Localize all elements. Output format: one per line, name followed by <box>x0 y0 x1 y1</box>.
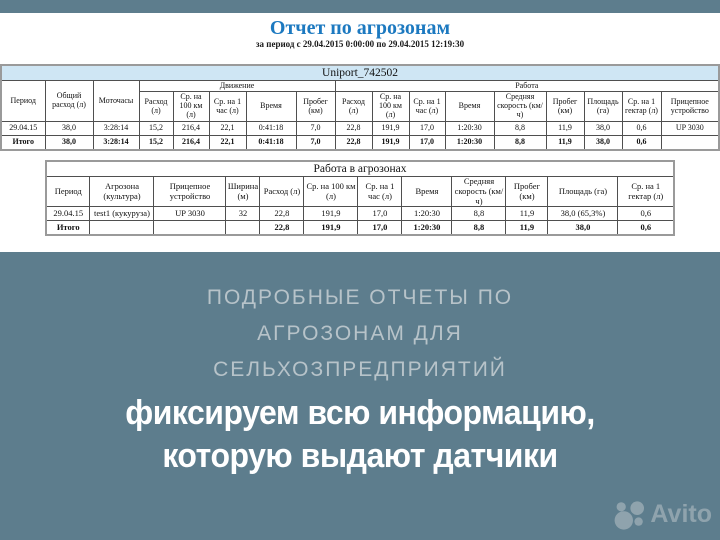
headline-line: ПОДРОБНЫЕ ОТЧЕТЫ ПО <box>206 286 514 309</box>
table-cell: 22,8 <box>260 207 304 221</box>
table-cell: 17,0 <box>409 136 445 151</box>
agrozone-table <box>45 160 675 236</box>
column-header: Ср. на 100 км (л) <box>372 92 409 122</box>
statement-line: фиксируем всю информацию, <box>125 394 595 432</box>
column-header: Пробег (км) <box>546 92 584 122</box>
table-cell: Итого <box>46 221 90 236</box>
table-cell: 3:28:14 <box>93 136 139 151</box>
table-cell <box>661 136 719 151</box>
column-header: Пробег (км) <box>296 92 335 122</box>
table-cell: 191,9 <box>372 122 409 136</box>
column-header: Моточасы <box>93 81 139 122</box>
table-cell: UP 3030 <box>154 207 226 221</box>
column-header: Ср. на 1 час (л) <box>209 92 246 122</box>
column-header: Расход (л) <box>335 92 372 122</box>
table-cell: 191,9 <box>372 136 409 151</box>
table-row <box>1 81 719 92</box>
table-cell: 29.04.15 <box>1 122 45 136</box>
table-cell: 22,8 <box>260 221 304 236</box>
table-cell: 3:28:14 <box>93 122 139 136</box>
table-title: Uniport_742502 <box>1 65 719 81</box>
headline-line: СЕЛЬХОЗПРЕДПРИЯТИЙ <box>213 358 507 381</box>
table-cell: 8,8 <box>494 122 546 136</box>
banner-section <box>0 252 720 540</box>
table-cell: 216,4 <box>173 122 209 136</box>
column-header: Ширина (м) <box>226 177 260 207</box>
report-title: Отчет по агрозонам <box>269 17 451 39</box>
banner-statement <box>22 392 699 478</box>
table-cell: 38,0 <box>584 122 622 136</box>
table-cell: 15,2 <box>139 122 173 136</box>
table-cell: 216,4 <box>173 136 209 151</box>
table-cell: 17,0 <box>358 221 402 236</box>
column-header: Общий расход (л) <box>45 81 93 122</box>
report-section <box>0 13 720 252</box>
table-cell: 1:20:30 <box>445 122 494 136</box>
table-cell: 38,0 <box>548 221 618 236</box>
avito-logo-text: Avito <box>650 500 712 528</box>
agrozone-table-head <box>46 161 674 207</box>
column-header: Ср. на 1 гектар (л) <box>622 92 661 122</box>
vehicle-report-table <box>0 64 720 151</box>
agrozone-table-body <box>46 207 674 236</box>
column-header: Ср. на 1 час (л) <box>358 177 402 207</box>
group-header: Движение <box>139 81 335 92</box>
column-header: Ср. на 1 гектар (л) <box>618 177 674 207</box>
column-header: Период <box>46 177 90 207</box>
table-cell: 22,1 <box>209 122 246 136</box>
table-cell: 1:20:30 <box>445 136 494 151</box>
table-cell: 191,9 <box>304 207 358 221</box>
table-cell: UP 3030 <box>661 122 719 136</box>
column-header: Время <box>402 177 452 207</box>
column-header: Площадь (га) <box>584 92 622 122</box>
table-row <box>46 161 674 177</box>
column-header: Период <box>1 81 45 122</box>
table-cell <box>154 221 226 236</box>
table-cell: 0:41:18 <box>246 136 296 151</box>
table-row <box>1 65 719 81</box>
column-header: Ср. на 1 час (л) <box>409 92 445 122</box>
table-cell: 38,0 <box>584 136 622 151</box>
column-header: Время <box>246 92 296 122</box>
table-cell: 0:41:18 <box>246 122 296 136</box>
table-cell: 7,0 <box>296 136 335 151</box>
column-header: Ср. на 100 км (л) <box>173 92 209 122</box>
report-subtitle: за период с 29.04.2015 0:00:00 по 29.04.2015 12:19:30 <box>255 39 465 49</box>
table-cell: 38,0 <box>45 136 93 151</box>
table-cell <box>226 221 260 236</box>
table-cell: 7,0 <box>296 122 335 136</box>
table-cell: 8,8 <box>452 221 506 236</box>
table-cell <box>90 221 154 236</box>
column-header: Время <box>445 92 494 122</box>
column-header: Прицепное устройство <box>154 177 226 207</box>
column-header: Агрозона (культура) <box>90 177 154 207</box>
vehicle-table-body <box>1 122 719 151</box>
column-header: Расход (л) <box>260 177 304 207</box>
table-row <box>46 207 674 221</box>
table-cell: 0,6 <box>622 122 661 136</box>
table-cell: 1:20:30 <box>402 221 452 236</box>
table-cell: 22,8 <box>335 122 372 136</box>
column-header: Расход (л) <box>139 92 173 122</box>
table-cell: test1 (кукуруза) <box>90 207 154 221</box>
banner-headline <box>0 252 720 388</box>
table-cell: 38,0 <box>45 122 93 136</box>
table-cell: 11,9 <box>546 136 584 151</box>
table-row <box>1 136 719 151</box>
column-header: Средняя скорость (км/ч) <box>494 92 546 122</box>
table-cell: 17,0 <box>409 122 445 136</box>
table-cell: 8,8 <box>452 207 506 221</box>
table-cell: 11,9 <box>506 221 548 236</box>
column-header: Пробег (км) <box>506 177 548 207</box>
headline-line: АГРОЗОНАМ ДЛЯ <box>257 322 463 345</box>
avito-logo-icon <box>614 499 647 530</box>
top-accent-bar <box>0 0 720 13</box>
table-cell: 8,8 <box>494 136 546 151</box>
table-cell: 29.04.15 <box>46 207 90 221</box>
table-cell: Итого <box>1 136 45 151</box>
table-cell: 11,9 <box>546 122 584 136</box>
column-header: Площадь (га) <box>548 177 618 207</box>
column-header: Средняя скорость (км/ч) <box>452 177 506 207</box>
table-row <box>46 221 674 236</box>
column-header: Ср. на 100 км (л) <box>304 177 358 207</box>
table-cell: 38,0 (65,3%) <box>548 207 618 221</box>
table-row <box>1 122 719 136</box>
statement-line: которую выдают датчики <box>162 437 558 475</box>
table-title: Работа в агрозонах <box>46 161 674 177</box>
column-header: Прицепное устройство <box>661 92 719 122</box>
table-cell: 22,8 <box>335 136 372 151</box>
table-cell: 15,2 <box>139 136 173 151</box>
table-cell: 1:20:30 <box>402 207 452 221</box>
table-cell: 0,6 <box>622 136 661 151</box>
table-cell: 11,9 <box>506 207 548 221</box>
table-cell: 0,6 <box>618 207 674 221</box>
vehicle-table-head <box>1 65 719 122</box>
table-cell: 32 <box>226 207 260 221</box>
table-cell: 191,9 <box>304 221 358 236</box>
avito-watermark <box>614 499 712 530</box>
table-cell: 22,1 <box>209 136 246 151</box>
table-cell: 0,6 <box>618 221 674 236</box>
table-row <box>46 177 674 207</box>
group-header: Работа <box>335 81 719 92</box>
table-cell: 17,0 <box>358 207 402 221</box>
